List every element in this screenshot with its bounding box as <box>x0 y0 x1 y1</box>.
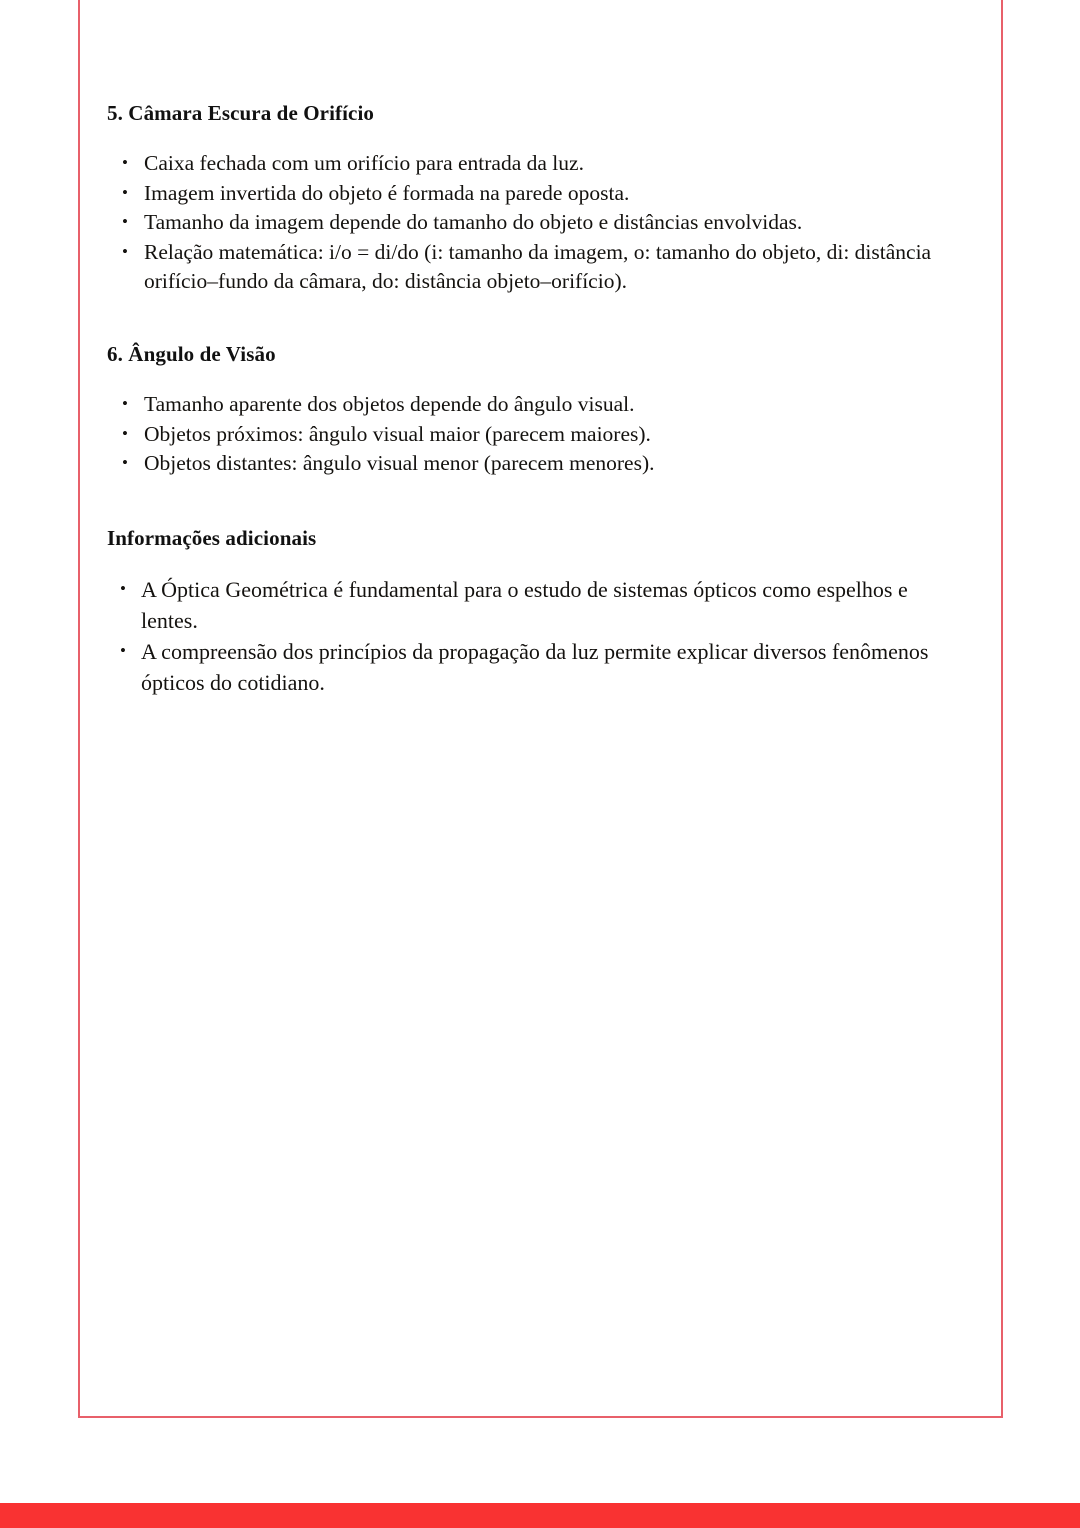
section-heading-camara-escura: 5. Câmara Escura de Orifício <box>107 101 375 125</box>
list-item: • Objetos próximos: ângulo visual maior (parecem maiores). <box>107 420 963 450</box>
bullet-list-camara-escura <box>107 149 963 297</box>
list-item: • Tamanho aparente dos objetos depende do ângulo visual. <box>107 390 963 420</box>
list-item: • Relação matemática: i/o = di/do (i: tamanho da imagem, o: tamanho do objeto, di: distância orifício–fundo da câmara, do: distância objeto–orifício). <box>107 238 963 297</box>
list-item: • A compreensão dos princípios da propagação da luz permite explicar diversos fenômenos ópticos do cotidiano. <box>107 636 963 698</box>
bullet-list-informacoes-adicionais <box>107 574 963 698</box>
page-footer-band <box>0 1503 1080 1528</box>
list-item: • A Óptica Geométrica é fundamental para o estudo de sistemas ópticos como espelhos e lentes. <box>107 574 963 636</box>
bullet-list-angulo-de-visao <box>107 390 963 479</box>
list-item: • Objetos distantes: ângulo visual menor (parecem menores). <box>107 449 963 479</box>
section-heading-informacoes-adicionais: Informações adicionais <box>107 525 317 550</box>
section-heading-angulo-de-visao: 6. Ângulo de Visão <box>107 341 276 366</box>
document-content <box>107 100 963 698</box>
list-item: • Tamanho da imagem depende do tamanho do objeto e distâncias envolvidas. <box>107 208 963 238</box>
list-item: • Imagem invertida do objeto é formada na parede oposta. <box>107 179 963 209</box>
list-item: • Caixa fechada com um orifício para entrada da luz. <box>107 149 963 179</box>
